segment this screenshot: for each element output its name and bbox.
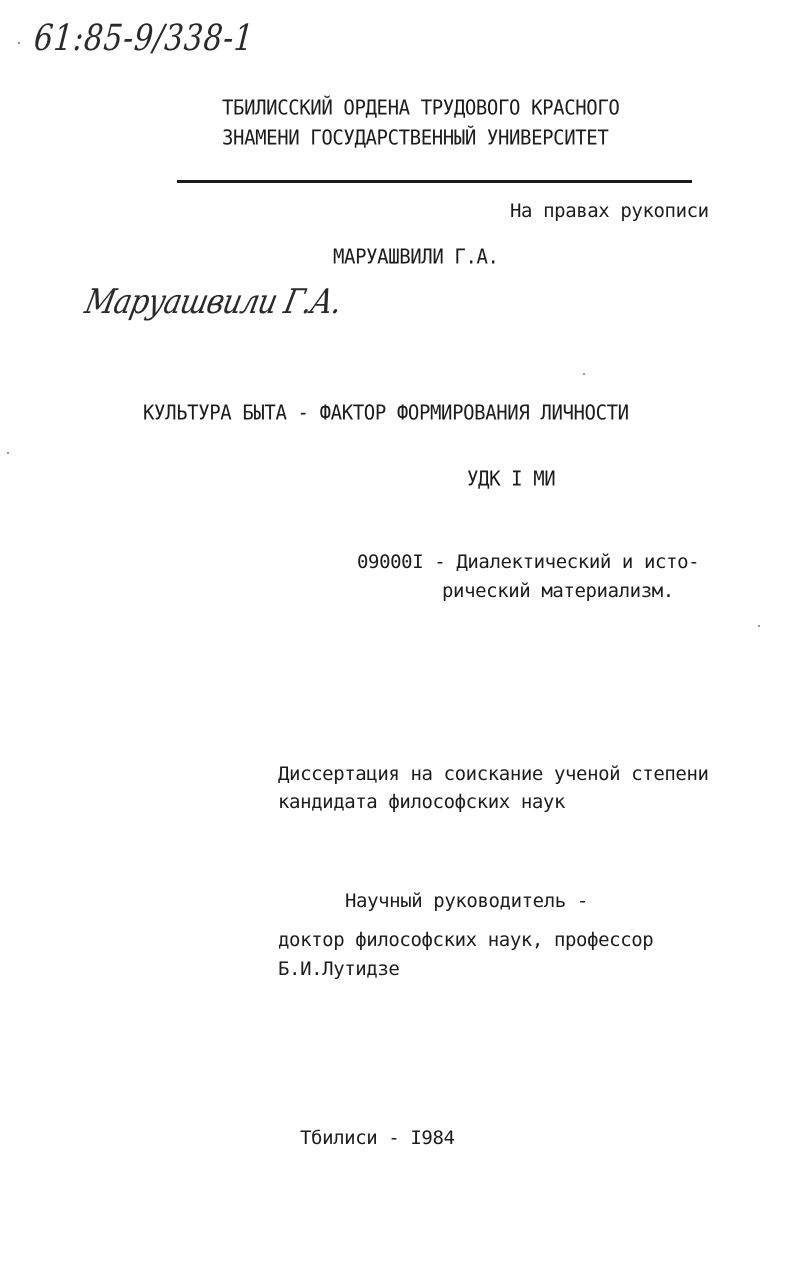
archive-stamp-handwritten: 61:85-9/338-1	[32, 18, 256, 59]
scan-speck	[583, 373, 585, 375]
udc-code: УДК I МИ	[467, 467, 556, 491]
dissertation-purpose-line2: кандидата философских наук	[278, 791, 566, 813]
scan-speck	[18, 42, 20, 44]
dissertation-title: КУЛЬТУРА БЫТА - ФАКТОР ФОРМИРОВАНИЯ ЛИЧНОСТИ	[143, 401, 629, 425]
university-name-line1: ТБИЛИССКИЙ ОРДЕНА ТРУДОВОГО КРАСНОГО	[222, 96, 620, 120]
supervisor-degree: доктор философских наук, профессор	[278, 929, 654, 951]
supervisor-name: Б.И.Лутидзе	[278, 958, 400, 980]
specialty-code-line2: рический материализм.	[442, 580, 674, 602]
scan-speck	[758, 625, 760, 627]
dissertation-purpose-line1: Диссертация на соискание ученой степени	[278, 763, 709, 785]
header-divider	[177, 180, 692, 183]
scan-speck	[7, 452, 9, 454]
manuscript-rights-note: На правах рукописи	[510, 200, 709, 222]
author-name: МАРУАШВИЛИ Г.А.	[333, 245, 499, 269]
author-signature: Маруашвили Г.А.	[81, 282, 345, 322]
city-year: Тбилиси - I984	[300, 1127, 455, 1149]
specialty-code-line1: 09000I - Диалектический и исто-	[357, 551, 700, 573]
supervisor-heading: Научный руководитель -	[345, 890, 588, 912]
university-name-line2: ЗНАМЕНИ ГОСУДАРСТВЕННЫЙ УНИВЕРСИТЕТ	[222, 126, 609, 150]
